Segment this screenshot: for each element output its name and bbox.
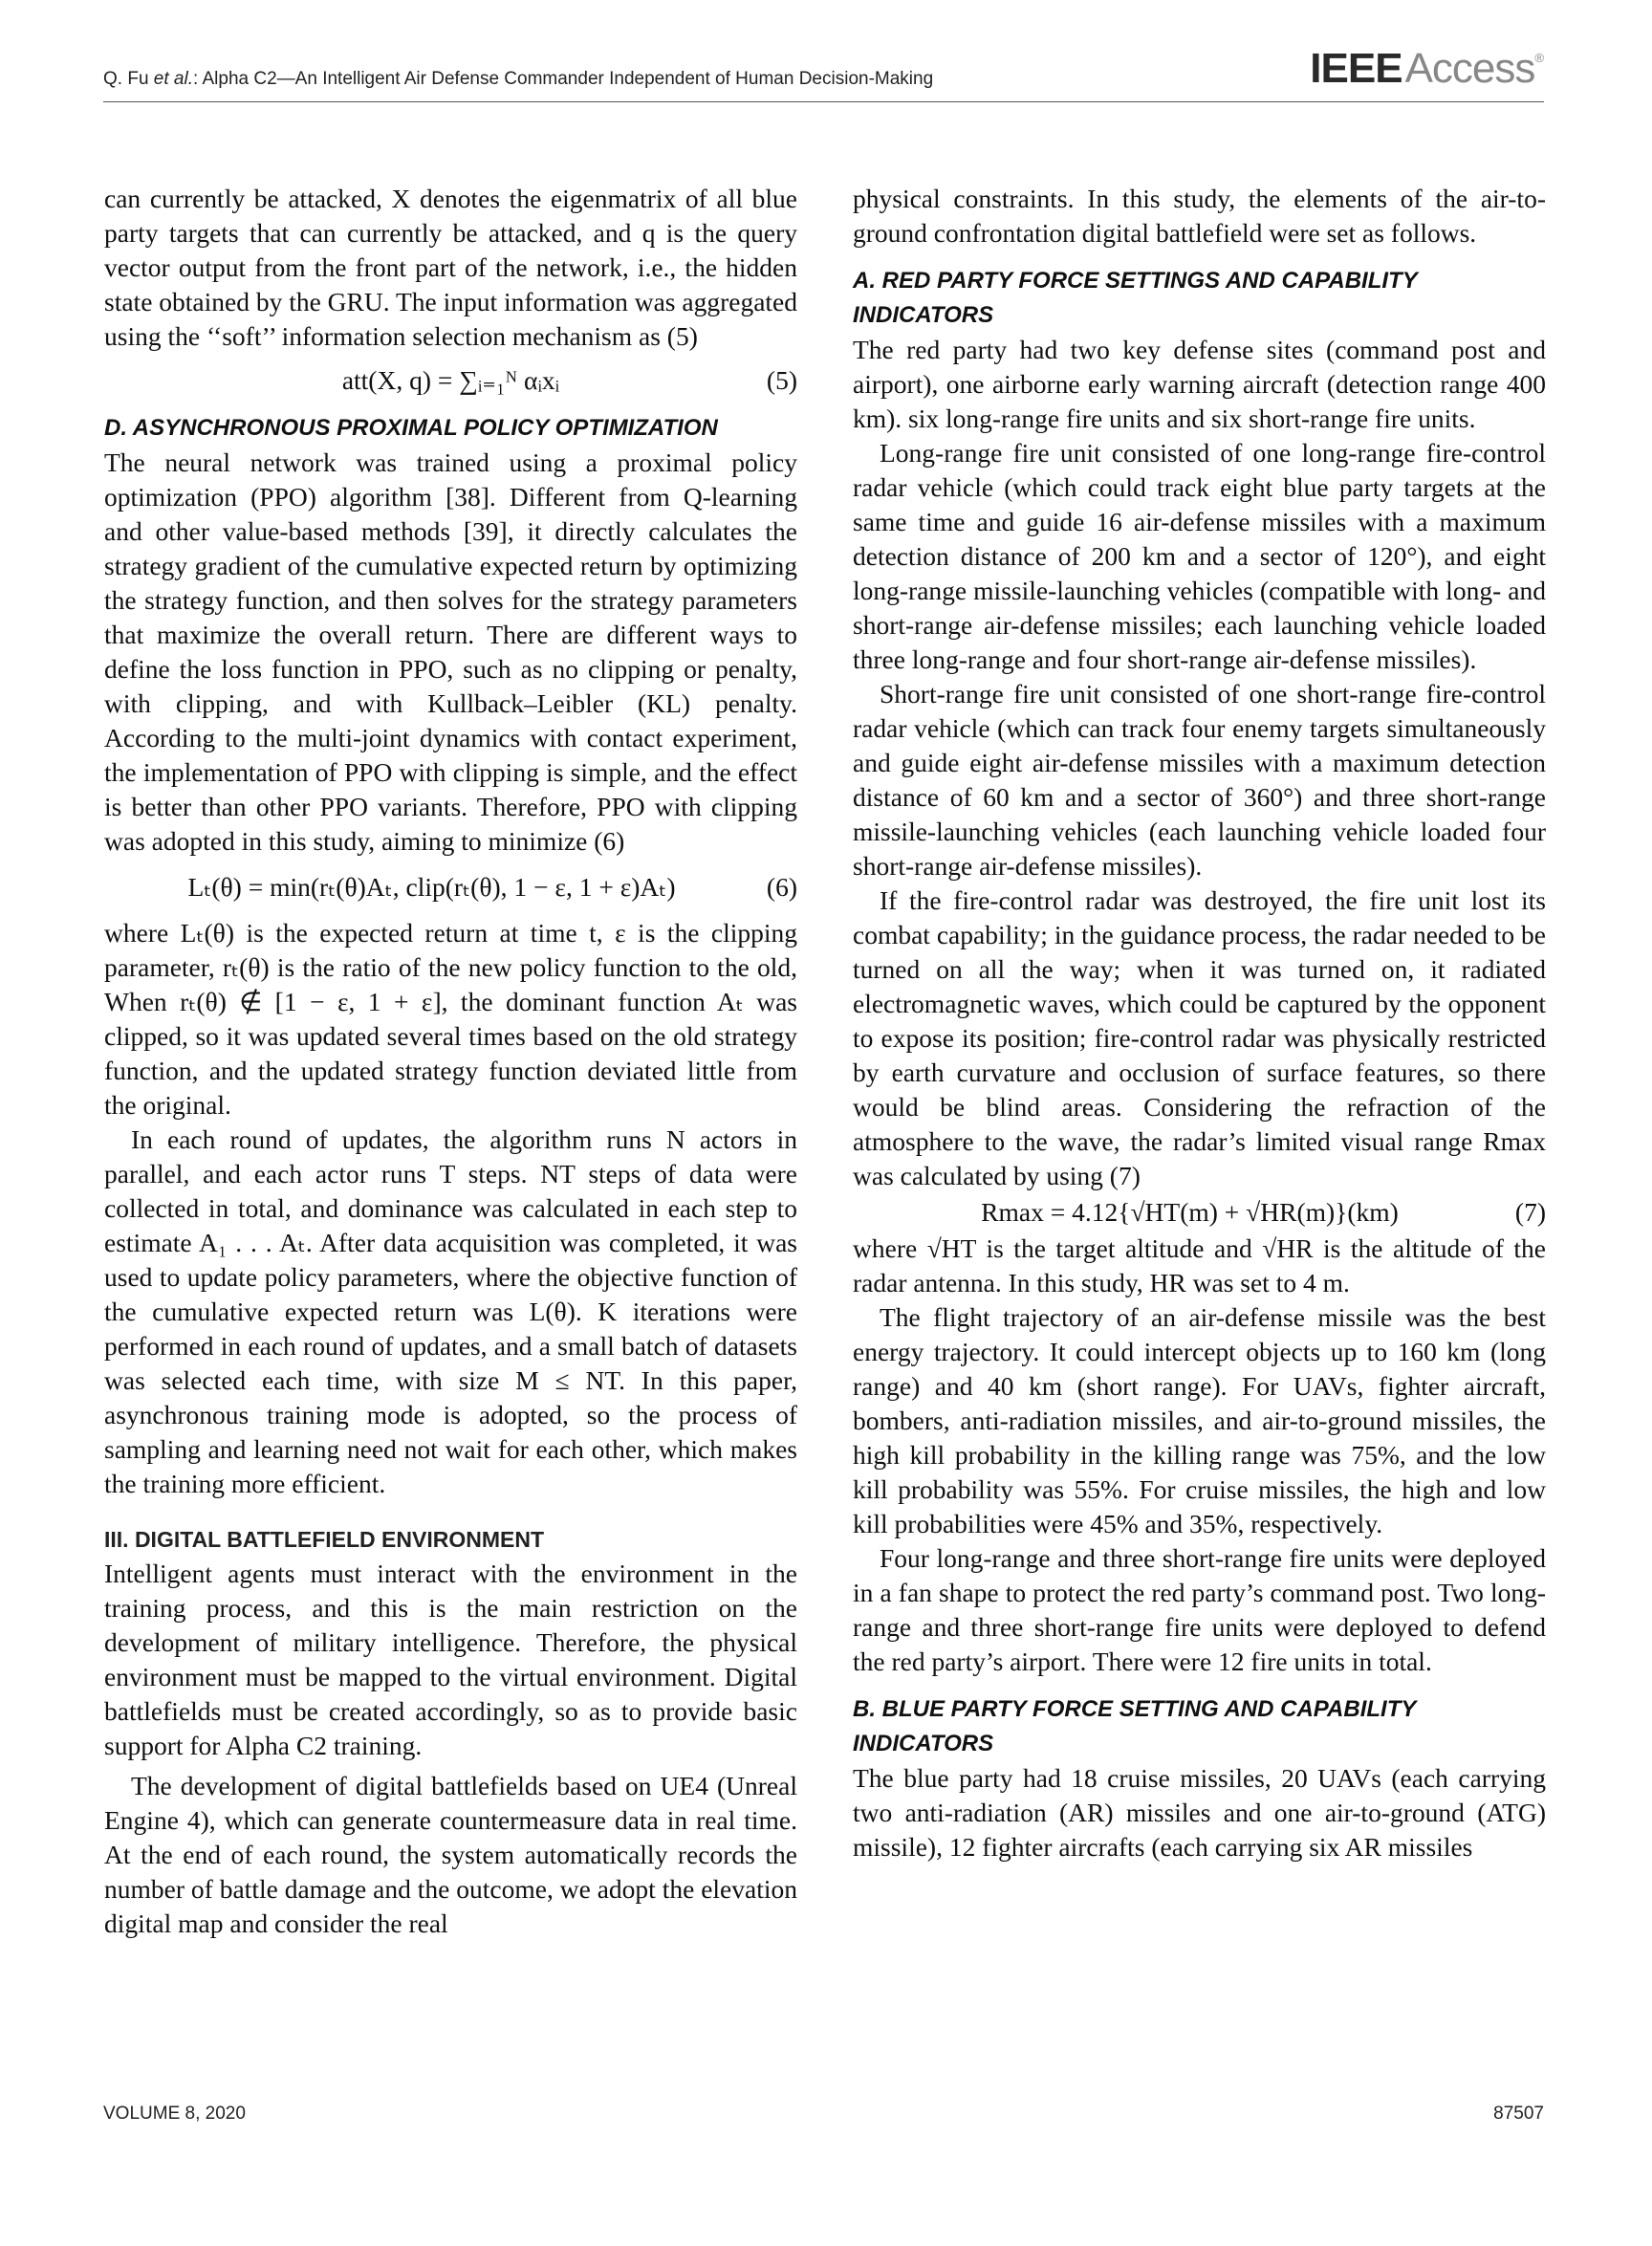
equation-6-body: Lₜ(θ) = min(rₜ(θ)Aₜ, clip(rₜ(θ), 1 − ε, 1 + ε)Aₜ) <box>187 872 676 902</box>
running-header-prefix: Q. Fu <box>103 69 154 89</box>
footer-page-number: 87507 <box>1493 2104 1544 2124</box>
left-paragraph-3: In each round of updates, the algorithm runs N actors in parallel, and each actor runs T steps. NT steps of data were collected in total, and dominance was calculated in each step to estimate A₁ . . . Aₜ. After data acquisition was completed, it was used to update policy parameters, where the objective function of the cumulative expected return was L(θ). K iterations were performed in each round of updates, and a small batch of datasets was selected each time, with size M ≤ NT. In this paper, asynchronous training mode is adopted, so the process of sampling and learning need not wait for each other, which makes the training more efficient. <box>104 1124 797 1498</box>
left-column <box>104 182 797 1941</box>
logo-trademark: ® <box>1534 51 1544 65</box>
running-header <box>103 69 933 90</box>
right-paragraph-4: If the fire-control radar was destroyed, the fire unit lost its combat capability; in the guidance process, the radar needed to be turned on all the way; when it was turned on, it radiated electromagnetic waves, which could be captured by the opponent to expose its position; fire-control radar was physically restricted by earth curvature and occlusion of surface features, so there would be blind areas. Considering the refraction of the atmosphere to the wave, the radar’s limited visual range Rmax was calculated by using (7) <box>853 885 1546 1190</box>
right-paragraph-2: Long-range fire unit consisted of one long-range fire-control radar vehicle (which could track eight blue party targets at the same time and guide 16 air-defense missiles with a maximum detection distance of 200 km and a sector of 120°), and eight long-range missile-launching vehicles (compatible with long- and short-range air-defense missiles; each launching vehicle loaded three long-range and four short-range air-defense missiles). <box>853 438 1546 674</box>
equation-5-body: att(X, q) = ∑ᵢ₌₁ᴺ αᵢxᵢ <box>341 365 560 395</box>
header-rule <box>103 101 1544 102</box>
running-header-title: : Alpha C2—An Intelligent Air Defense Commander Independent of Human Decision-Making <box>193 69 934 89</box>
left-paragraph-4: Intelligent agents must interact with the environment in the training process, and this is the main restriction on the development of military intelligence. Therefore, the physical environment must be mapped to the virtual environment. Digital battlefields must be created accordingly, so as to provide basic support for Alpha C2 training. <box>104 1559 797 1760</box>
logo-access: Access <box>1404 45 1535 92</box>
section-heading-iii: III. DIGITAL BATTLEFIELD ENVIRONMENT <box>104 1527 544 1552</box>
right-column <box>853 182 1546 1864</box>
section-heading-b: B. BLUE PARTY FORCE SETTING AND CAPABILITY INDICATORS <box>853 1696 1416 1756</box>
equation-7-number: (7) <box>1514 1197 1546 1227</box>
right-paragraph-1: The red party had two key defense sites (command post and airport), one airborne early warning aircraft (detection range 400 km). six long-range fire units and six short-range fire units. <box>853 335 1546 433</box>
equation-7 <box>853 1195 1546 1230</box>
left-paragraph-5: The development of digital battlefields based on UE4 (Unreal Engine 4), which can generate countermeasure data in real time. At the end of each round, the system automatically records the number of battle damage and the outcome, we adopt the elevation digital map and consider the real <box>104 1771 797 1938</box>
footer-volume: VOLUME 8, 2020 <box>103 2104 246 2124</box>
equation-5-number: (5) <box>766 365 797 395</box>
right-paragraph-8: The blue party had 18 cruise missiles, 20 UAVs (each carrying two anti-radiation (AR) missiles and one air-to-ground (ATG) missile), 12 fighter aircrafts (each carrying six AR missiles <box>853 1763 1546 1862</box>
right-paragraph-7: Four long-range and three short-range fire units were deployed in a fan shape to protect the red party’s command post. Two long-range and three short-range fire units were deployed to defend the red party’s airport. There were 12 fire units in total. <box>853 1543 1546 1676</box>
left-paragraph-2: where Lₜ(θ) is the expected return at time t, ε is the clipping parameter, rₜ(θ) is the ratio of the new policy function to the old, When rₜ(θ) ∉ [1 − ε, 1 + ε], the dominant function Aₜ was clipped, so it was updated several times based on the old strategy function, and the updated strategy function deviated little from the original. <box>104 918 797 1120</box>
equation-5 <box>104 363 797 398</box>
right-paragraph-5: where √HT is the target altitude and √HR is the altitude of the radar antenna. In this study, HR was set to 4 m. <box>853 1233 1546 1297</box>
journal-logo <box>1310 45 1544 92</box>
left-paragraph-1: The neural network was trained using a proximal policy optimization (PPO) algorithm [38]. Different from Q-learning and other value-based methods [39], it directly calculates the strategy gradient of the cumulative expected return by optimizing the strategy function, and then solves for the strategy parameters that maximize the overall return. There are different ways to define the loss function in PPO, such as no clipping or penalty, with clipping, and with Kullback–Leibler (KL) penalty. According to the multi-joint dynamics with contact experiment, the implementation of PPO with clipping is simple, and the effect is better than other PPO variants. Therefore, PPO with clipping was adopted in this study, aiming to minimize (6) <box>104 447 797 856</box>
equation-7-body: Rmax = 4.12{√HT(m) + √HR(m)}(km) <box>981 1197 1399 1227</box>
equation-6 <box>104 870 797 905</box>
equation-6-number: (6) <box>766 872 797 902</box>
logo-ieee: IEEE <box>1310 45 1402 92</box>
running-header-etal: et al. <box>153 69 193 89</box>
right-paragraph-3: Short-range fire unit consisted of one short-range fire-control radar vehicle (which can track four enemy targets simultaneously and guide eight air-defense missiles with a maximum detection distance of 60 km and a sector of 360°) and three short-range missile-launching vehicles (each launching vehicle loaded four short-range air-defense missiles). <box>853 679 1546 881</box>
right-paragraph-0: physical constraints. In this study, the elements of the air-to-ground confrontation digital battlefield were set as follows. <box>853 184 1546 248</box>
right-paragraph-6: The flight trajectory of an air-defense missile was the best energy trajectory. It could intercept objects up to 160 km (long range) and 40 km (short range). For UAVs, fighter aircraft, bombers, anti-radiation missiles, and air-to-ground missiles, the high kill probability in the killing range was 75%, and the low kill probability was 55%. For cruise missiles, the high and low kill probabilities were 45% and 35%, respectively. <box>853 1302 1546 1538</box>
section-heading-a: A. RED PARTY FORCE SETTINGS AND CAPABILITY INDICATORS <box>853 268 1418 328</box>
section-heading-d: D. ASYNCHRONOUS PROXIMAL POLICY OPTIMIZATION <box>104 415 718 441</box>
left-paragraph-0: can currently be attacked, X denotes the eigenmatrix of all blue party targets that can currently be attacked, and q is the query vector output from the front part of the network, i.e., the hidden state obtained by the GRU. The input information was aggregated using the ‘‘soft’’ information selection mechanism as (5) <box>104 184 798 351</box>
